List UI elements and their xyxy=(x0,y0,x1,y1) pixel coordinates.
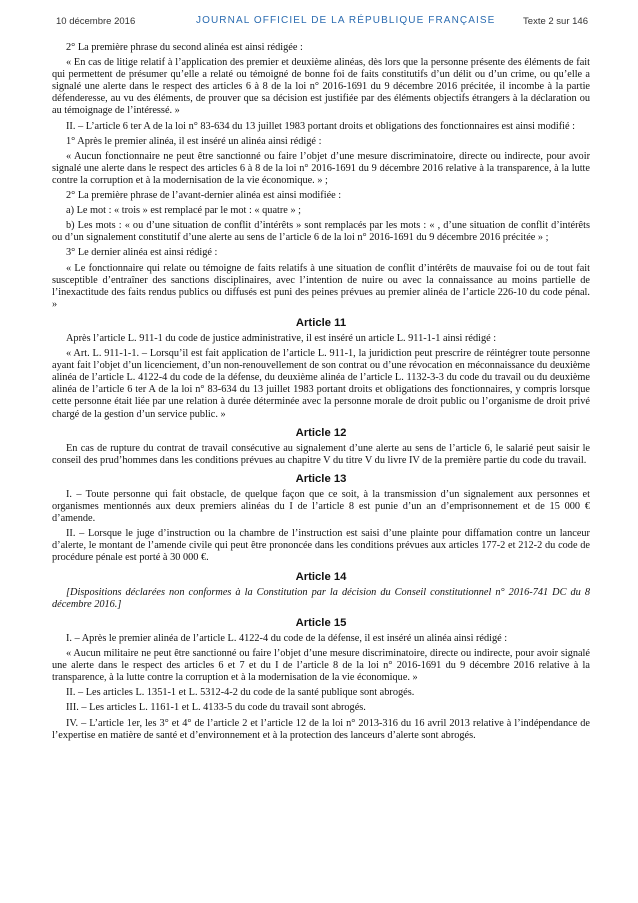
paragraph: IV. – L’article 1er, les 3° et 4° de l’article 2 et l’article 12 de la loi n° 2013-316 du 16 avril 2013 relative à l’indépendance de l’expertise en matière de santé et d’environnement et à la protection des lanceurs d’alerte sont abrogés. xyxy=(52,717,590,741)
paragraph: « Le fonctionnaire qui relate ou témoigne de faits relatifs à une situation de conflit d’intérêts de mauvaise foi ou de tout fait susceptible d’entraîner des sanctions disciplinaires, avec l’intention de nuire ou avec la connaissance au moins partielle de l’inexactitude des faits rendus publics ou diffusés est puni des peines prévues au premier alinéa de l’article 226-10 du code pénal. » xyxy=(52,262,590,310)
header-date: 10 décembre 2016 xyxy=(56,16,136,27)
article-heading: Article 11 xyxy=(295,316,347,329)
paragraph: II. – L’article 6 ter A de la loi n° 83-634 du 13 juillet 1983 portant droits et obligations des fonctionnaires est ainsi modifié : xyxy=(66,120,576,132)
page-header xyxy=(56,14,588,30)
journal-title: JOURNAL OFFICIEL DE LA RÉPUBLIQUE FRANÇAISE xyxy=(196,15,496,26)
paragraph: 3° Le dernier alinéa est ainsi rédigé : xyxy=(66,247,218,259)
article-heading: Article 13 xyxy=(295,472,347,485)
paragraph: II. – Les articles L. 1351-1 et L. 5312-4-2 du code de la santé publique sont abrogés. xyxy=(66,687,415,699)
page-number: Texte 2 sur 146 xyxy=(523,16,588,27)
paragraph: En cas de rupture du contrat de travail consécutive au signalement d’une alerte au sens de l’article 6, le salarié peut saisir le conseil des prud’hommes dans les conditions prévues au chapitre V du titre V du livre IV de la première partie du code du travail. xyxy=(52,442,590,466)
paragraph: b) Les mots : « ou d’une situation de conflit d’intérêts » sont remplacés par les mots : « , d’une situation de conflit d’intérêts ou d’un signalement constitutif d’une alerte au sens de l’article 6 de la loi n° 2016-1691 du 9 décembre 2016 précitée » ; xyxy=(52,220,590,244)
article-heading: Article 15 xyxy=(295,616,347,629)
paragraph: III. – Les articles L. 1161-1 et L. 4133-5 du code du travail sont abrogés. xyxy=(66,702,366,714)
paragraph: 2° La première phrase du second alinéa est ainsi rédigée : xyxy=(66,42,303,53)
paragraph: II. – Lorsque le juge d’instruction ou la chambre de l’instruction est saisi d’une plainte pour diffamation contre un lanceur d’alerte, le montant de l’amende civile qui peut être prononcée dans les conditions prévues aux articles 177-2 et 212-2 du code de procédure pénale est porté à 30 000 €. xyxy=(52,528,590,564)
paragraph: 2° La première phrase de l’avant-dernier alinéa est ainsi modifiée : xyxy=(66,190,342,202)
paragraph: « En cas de litige relatif à l’application des premier et deuxième alinéas, dès lors que la personne présente des éléments de fait qui permettent de présumer qu’elle a relaté ou témoigné de bonne foi de faits constitutifs d’un délit ou d’un crime, ou qu’elle a signalé une alerte dans le respect des articles 6 à 8 de la loi n° 2016-1691 du 9 décembre 2016 précitée, il incombe à la partie défenderesse, au vu des éléments, de prouver que sa décision est justifiée par des éléments objectifs étrangers à la déclaration ou au témoignage de l’intéressé. » xyxy=(52,57,590,117)
paragraph: I. – Après le premier alinéa de l’article L. 4122-4 du code de la défense, il est inséré un alinéa ainsi rédigé : xyxy=(66,632,508,644)
article-heading: Article 14 xyxy=(295,570,347,583)
paragraph: a) Le mot : « trois » est remplacé par le mot : « quatre » ; xyxy=(66,205,302,217)
paragraph: [Dispositions déclarées non conformes à la Constitution par la décision du Conseil constitutionnel n° 2016-741 DC du 8 décembre 2016.] xyxy=(52,586,590,610)
paragraph: « Aucun militaire ne peut être sanctionné ou faire l’objet d’une mesure discriminatoire, directe ou indirecte, pour avoir signalé une alerte dans le respect des articles 6 et 7 et du I de l’article 8 de la loi n° 2016-1691 du 9 décembre 2016 relative à la transparence, à la lutte contre la corruption et à la modernisation de la vie économique. » xyxy=(52,648,590,684)
document-body xyxy=(52,42,590,745)
paragraph: 1° Après le premier alinéa, il est inséré un alinéa ainsi rédigé : xyxy=(66,135,322,147)
paragraph: I. – Toute personne qui fait obstacle, de quelque façon que ce soit, à la transmission d’un signalement aux personnes et organismes mentionnés aux deux premiers alinéas du I de l’article 8 est punie d’un an d’emprisonnement et de 15 000 € d’amende. xyxy=(52,489,590,525)
paragraph: Après l’article L. 911-1 du code de justice administrative, il est inséré un article L. 911-1-1 ainsi rédigé : xyxy=(66,332,497,344)
paragraph: « Aucun fonctionnaire ne peut être sanctionné ou faire l’objet d’une mesure discriminatoire, directe ou indirecte, pour avoir signalé une alerte dans le respect des articles 6 à 8 de la loi n° 2016-1691 du 9 décembre 2016 relative à la transparence, à la lutte contre la corruption et à la modernisation de la vie économique. » ; xyxy=(52,150,590,186)
paragraph: « Art. L. 911-1-1. – Lorsqu’il est fait application de l’article L. 911-1, la juridiction peut prescrire de réintégrer toute personne ayant fait l’objet d’un licenciement, d’un non-renouvellement de son contrat ou d’une révocation en méconnaissance du deuxième alinéa de l’article L. 4122-4 du code de la défense, du deuxième alinéa de l’article L. 1132-3-3 du code du travail ou du deuxième alinéa de l’article 6 ter A de la loi n° 83-634 du 13 juillet 1983 portant droits et obligations des fonctionnaires, y compris lorsque cette personne était liée par une relation à durée déterminée avec la personne morale de droit public ou l’organisme de droit privé chargé de la gestion d’un service public. » xyxy=(52,348,590,420)
article-heading: Article 12 xyxy=(295,426,347,439)
